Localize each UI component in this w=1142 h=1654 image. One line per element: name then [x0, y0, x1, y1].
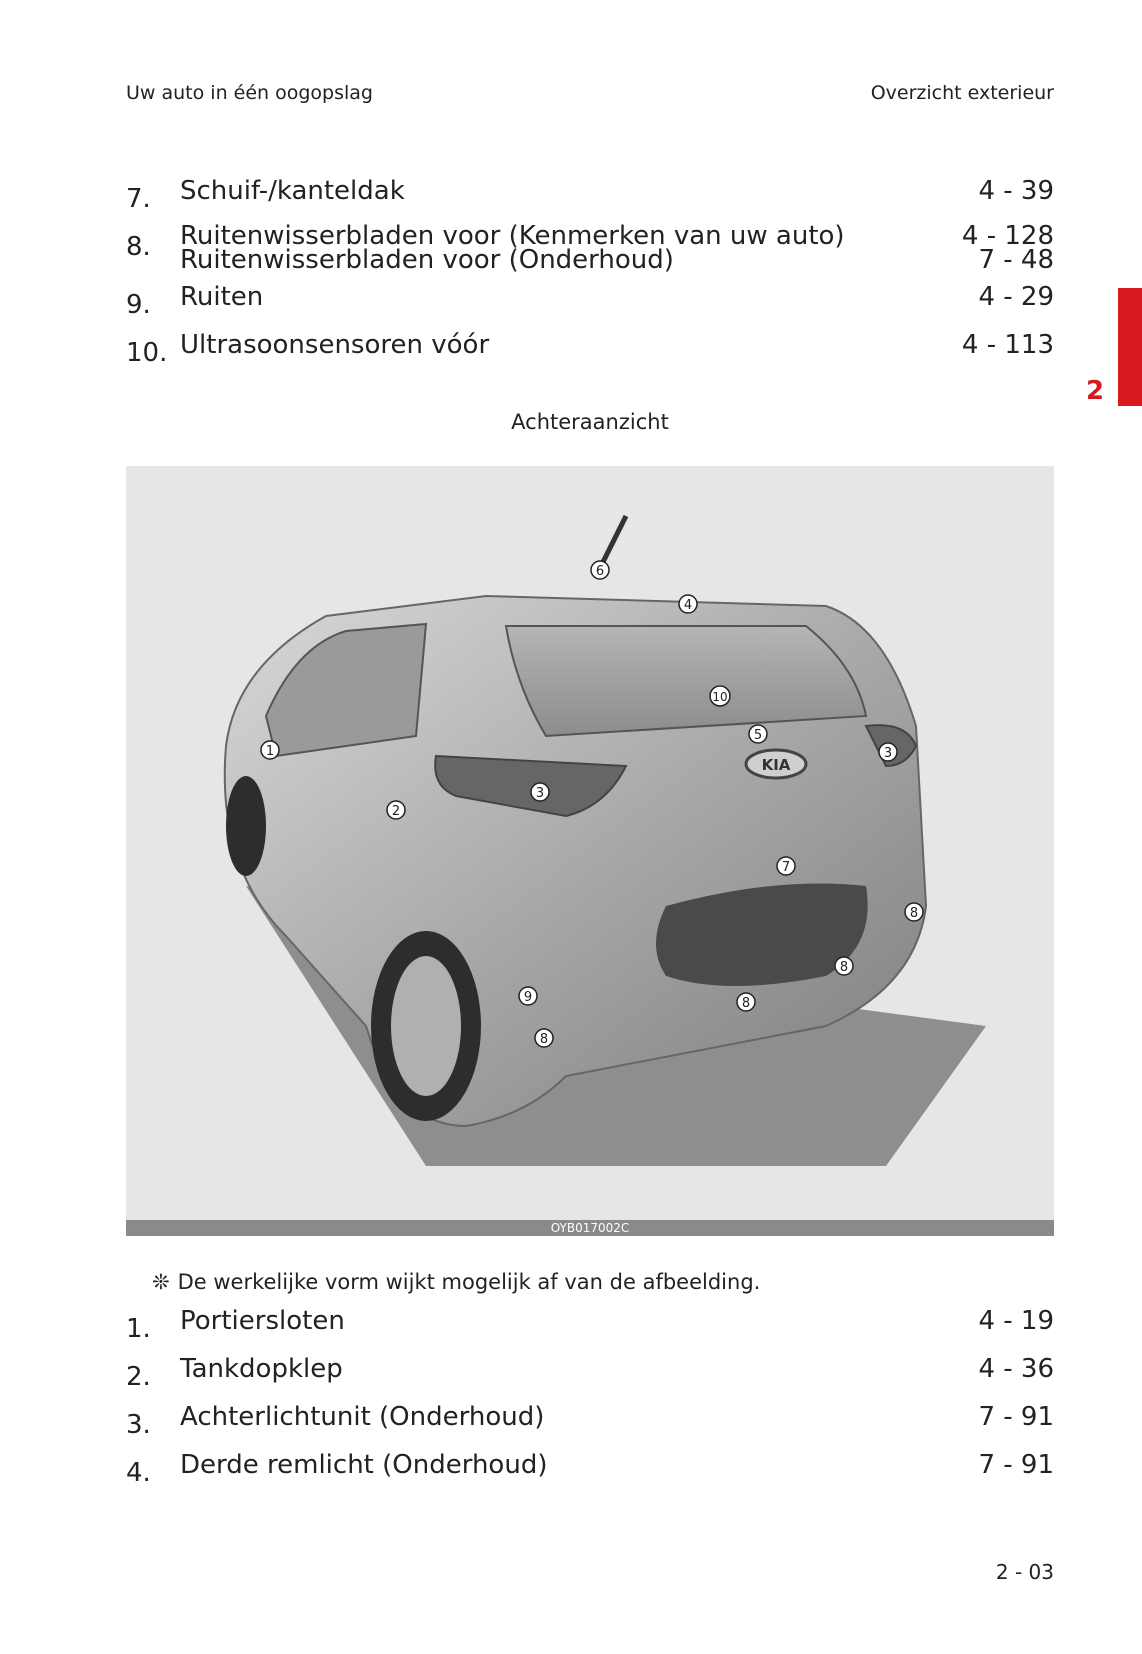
front-wheel: [226, 776, 266, 876]
toc-row: [126, 330, 1054, 378]
toc-number: 4.: [126, 1458, 151, 1488]
svg-text:8: 8: [539, 1032, 549, 1047]
callout-1: [261, 741, 279, 759]
callout-2: [387, 801, 405, 819]
toc-label: Tankdopklep: [180, 1354, 343, 1384]
toc-top: [126, 176, 1054, 378]
callout-8-right: [905, 903, 923, 921]
toc-number: 2.: [126, 1362, 151, 1392]
toc-row: [126, 221, 1054, 282]
svg-text:3: 3: [535, 786, 545, 801]
toc-page: 4 - 39: [978, 176, 1054, 206]
note-symbol: ❊: [152, 1270, 170, 1294]
callout-8-center: [737, 993, 755, 1011]
running-header-left: Uw auto in één oogopslag: [126, 82, 373, 104]
toc-row: [126, 176, 1054, 224]
toc-page-line-2: 7 - 48: [978, 245, 1054, 275]
svg-text:4: 4: [683, 598, 693, 613]
toc-page: 7 - 91: [978, 1402, 1054, 1432]
toc-label-line-2: Ruitenwisserbladen voor (Onderhoud): [180, 245, 674, 275]
rear-view-figure: [126, 466, 1054, 1222]
toc-page: 4 - 113: [961, 330, 1054, 360]
disclaimer-note: [152, 1270, 760, 1294]
running-header-right: Overzicht exterieur: [870, 82, 1054, 104]
toc-label: Achterlichtunit (Onderhoud): [180, 1402, 545, 1432]
svg-text:1: 1: [265, 744, 275, 759]
svg-text:5: 5: [753, 728, 763, 743]
toc-number: 1.: [126, 1314, 151, 1344]
svg-text:2: 2: [391, 804, 401, 819]
chapter-tab-number: 2: [1086, 376, 1105, 406]
toc-label: [180, 221, 845, 275]
toc-label: Ruiten: [180, 282, 264, 312]
toc-bottom: [126, 1306, 1054, 1498]
callout-7: [777, 857, 795, 875]
toc-row: [126, 1450, 1054, 1498]
svg-text:8: 8: [909, 906, 919, 921]
toc-number: 10.: [126, 338, 168, 368]
toc-number: 7.: [126, 184, 151, 214]
rear-window: [506, 626, 866, 736]
svg-text:10: 10: [712, 690, 728, 704]
kia-logo-text: KIA: [761, 756, 791, 774]
toc-page: [961, 221, 1054, 275]
rear-wheel-rim: [391, 956, 461, 1096]
svg-text:9: 9: [523, 990, 533, 1005]
page-number: 2 - 03: [995, 1560, 1054, 1584]
toc-row: [126, 1306, 1054, 1354]
callout-6: [591, 561, 609, 579]
toc-row: [126, 1354, 1054, 1402]
toc-label: Derde remlicht (Onderhoud): [180, 1450, 548, 1480]
callout-9: [519, 987, 537, 1005]
callout-8-mid-right: [835, 957, 853, 975]
toc-label: Ultrasoonsensoren vóór: [180, 330, 490, 360]
figure-code: OYB017002C: [126, 1220, 1054, 1236]
car-rear-illustration: [126, 466, 1054, 1222]
toc-label: Schuif-/kanteldak: [180, 176, 405, 206]
chapter-tab: [1118, 288, 1142, 406]
callout-3-right: [879, 743, 897, 761]
callout-3-left: [531, 783, 549, 801]
toc-row: [126, 282, 1054, 330]
toc-number: 9.: [126, 290, 151, 320]
callout-4: [679, 595, 697, 613]
toc-page: 4 - 29: [978, 282, 1054, 312]
toc-page: 4 - 36: [978, 1354, 1054, 1384]
toc-label: Portiersloten: [180, 1306, 345, 1336]
toc-page-line-1: 4 - 128: [961, 221, 1054, 251]
svg-text:6: 6: [595, 564, 605, 579]
svg-text:8: 8: [839, 960, 849, 975]
toc-row: [126, 1402, 1054, 1450]
svg-text:8: 8: [741, 996, 751, 1011]
section-caption: Achteraanzicht: [511, 410, 669, 434]
toc-page: 7 - 91: [978, 1450, 1054, 1480]
toc-number: 3.: [126, 1410, 151, 1440]
svg-text:3: 3: [883, 746, 893, 761]
toc-page: 4 - 19: [978, 1306, 1054, 1336]
callout-10: [710, 686, 730, 706]
svg-text:7: 7: [781, 860, 791, 875]
callout-5: [749, 725, 767, 743]
toc-label-line-1: Ruitenwisserbladen voor (Kenmerken van uw auto): [180, 221, 845, 251]
note-text: De werkelijke vorm wijkt mogelijk af van de afbeelding.: [177, 1270, 761, 1294]
callout-8-left: [535, 1029, 553, 1047]
toc-number: 8.: [126, 232, 151, 262]
